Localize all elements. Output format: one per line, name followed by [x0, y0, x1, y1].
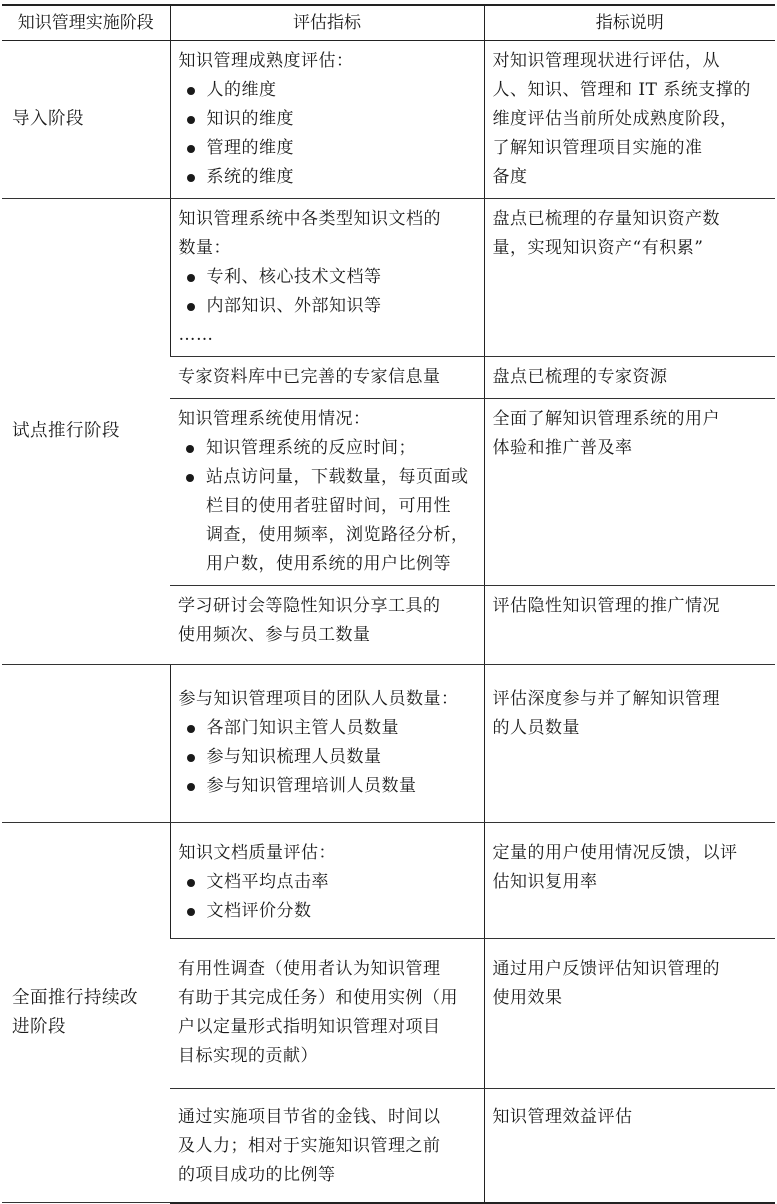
- list-item: 参与知识梳理人员数量: [179, 743, 478, 772]
- desc-line: 盘点已梳理的专家资源: [492, 367, 668, 387]
- stage-label-line: 进阶段: [12, 1016, 66, 1037]
- usefulness-description-cell: [484, 939, 775, 1089]
- desc-line: 评估深度参与并了解知识管理: [492, 689, 720, 709]
- desc-line: 人、知识、管理和 IT 系统支撑的: [492, 80, 751, 100]
- desc-line: 使用效果: [492, 988, 563, 1008]
- indicator-line: 户以定量形式指明知识管理对项目: [178, 1017, 441, 1037]
- table-row: [2, 665, 775, 823]
- ellipsis: ……: [178, 325, 214, 345]
- list-item: 知识的维度: [179, 105, 478, 134]
- benefit-indicator-cell: [170, 1089, 484, 1203]
- indicator-line: 使用频次、参与员工数量: [178, 625, 371, 645]
- indicator-line: 及人力；相对于实施知识管理之前: [178, 1136, 441, 1156]
- quality-description-cell: [484, 823, 775, 939]
- team-description-cell: [484, 665, 775, 823]
- empty-stage-cell: [2, 665, 170, 823]
- pilot-indicator-cell-4: [170, 586, 484, 665]
- list-item: 人的维度: [179, 76, 478, 105]
- table-row: [2, 41, 775, 199]
- list-item-continuation: 调查，使用频率，浏览路径分析，: [206, 525, 469, 545]
- indicator-line: 的项目成功的比例等: [178, 1165, 336, 1185]
- usefulness-indicator-cell: [170, 939, 484, 1089]
- benefit-description-cell: [484, 1089, 775, 1203]
- list-item: 专利、核心技术文档等: [179, 263, 478, 292]
- indicator-line: 专家资料库中已完善的专家信息量: [178, 367, 441, 387]
- pilot-indicator-cell-1: [170, 199, 484, 357]
- desc-line: 定量的用户使用情况反馈，以评: [492, 843, 738, 863]
- list-item: 站点访问量，下载数量，每页面或: [178, 463, 478, 492]
- list-item: 知识管理系统的反应时间；: [178, 434, 478, 463]
- indicator-line: 学习研讨会等隐性知识分享工具的: [178, 596, 441, 616]
- desc-line: 备度: [492, 167, 528, 187]
- desc-line: 对知识管理现状进行评估，从: [492, 51, 720, 71]
- indicator-line: 目标实现的贡献）: [178, 1046, 318, 1066]
- indicator-line: 通过实施项目节省的金钱、时间以: [178, 1107, 441, 1127]
- desc-line: 量，实现知识资产“有积累”: [492, 238, 704, 258]
- list-item: 文档评价分数: [179, 897, 478, 926]
- pilot-indicator-cell-3: [170, 399, 484, 586]
- indicator-title: 知识管理系统使用情况：: [178, 409, 371, 429]
- list-item: 内部知识、外部知识等: [179, 292, 478, 321]
- pilot-description-cell-3: [484, 399, 775, 586]
- quality-indicator-cell: [170, 823, 484, 939]
- indicator-line: 有助于其完成任务）和使用实例（用: [178, 988, 458, 1008]
- desc-line: 了解知识管理项目实施的准: [492, 138, 703, 158]
- desc-line: 全面了解知识管理系统的用户: [492, 409, 720, 429]
- pilot-description-cell-2: [484, 357, 775, 399]
- list-item: 管理的维度: [179, 134, 478, 163]
- pilot-description-cell-4: [484, 586, 775, 665]
- indicator-line: 数量：: [178, 238, 231, 258]
- list-item: 文档平均点击率: [179, 868, 478, 897]
- indicator-line: 有用性调查（使用者认为知识管理: [178, 959, 441, 979]
- knowledge-management-evaluation-table: [2, 4, 775, 1204]
- intro-indicator-title: 知识管理成熟度评估：: [178, 51, 354, 71]
- desc-line: 估知识复用率: [492, 872, 598, 892]
- desc-line: 知识管理效益评估: [492, 1107, 633, 1127]
- list-item: 系统的维度: [179, 163, 478, 192]
- desc-line: 的人员数量: [492, 718, 580, 738]
- stage-intro-label: 导入阶段: [2, 41, 170, 199]
- desc-line: 通过用户反馈评估知识管理的: [492, 959, 720, 979]
- list-item-continuation: 栏目的使用者驻留时间，可用性: [206, 496, 451, 516]
- pilot-description-cell-1: [484, 199, 775, 357]
- indicator-line: 知识管理系统中各类型知识文档的: [178, 209, 441, 229]
- desc-line: 评估隐性知识管理的推广情况: [492, 596, 720, 616]
- table-header-row: [2, 5, 775, 41]
- intro-description-cell: [484, 41, 775, 199]
- stage-full-label: [2, 823, 170, 1203]
- list-item: 各部门知识主管人员数量: [179, 714, 478, 743]
- indicator-title: 知识文档质量评估：: [178, 843, 336, 863]
- header-stage: 知识管理实施阶段: [2, 5, 170, 41]
- pilot-indicator-cell-2: [170, 357, 484, 399]
- list-item: 参与知识管理培训人员数量: [179, 772, 478, 801]
- header-description: 指标说明: [484, 5, 775, 41]
- table-row: [2, 823, 775, 939]
- desc-line: 盘点已梳理的存量知识资产数: [492, 209, 720, 229]
- header-indicator: 评估指标: [170, 5, 484, 41]
- table-row: [2, 199, 775, 357]
- intro-indicator-cell: [170, 41, 484, 199]
- list-item-continuation: 用户数，使用系统的用户比例等: [206, 554, 451, 574]
- stage-label-line: 全面推行持续改: [12, 987, 138, 1008]
- desc-line: 体验和推广普及率: [492, 438, 633, 458]
- team-indicator-cell: [170, 665, 484, 823]
- desc-line: 维度评估当前所处成熟度阶段，: [492, 109, 738, 129]
- indicator-title: 参与知识管理项目的团队人员数量：: [178, 689, 459, 709]
- stage-pilot-label: 试点推行阶段: [2, 199, 170, 665]
